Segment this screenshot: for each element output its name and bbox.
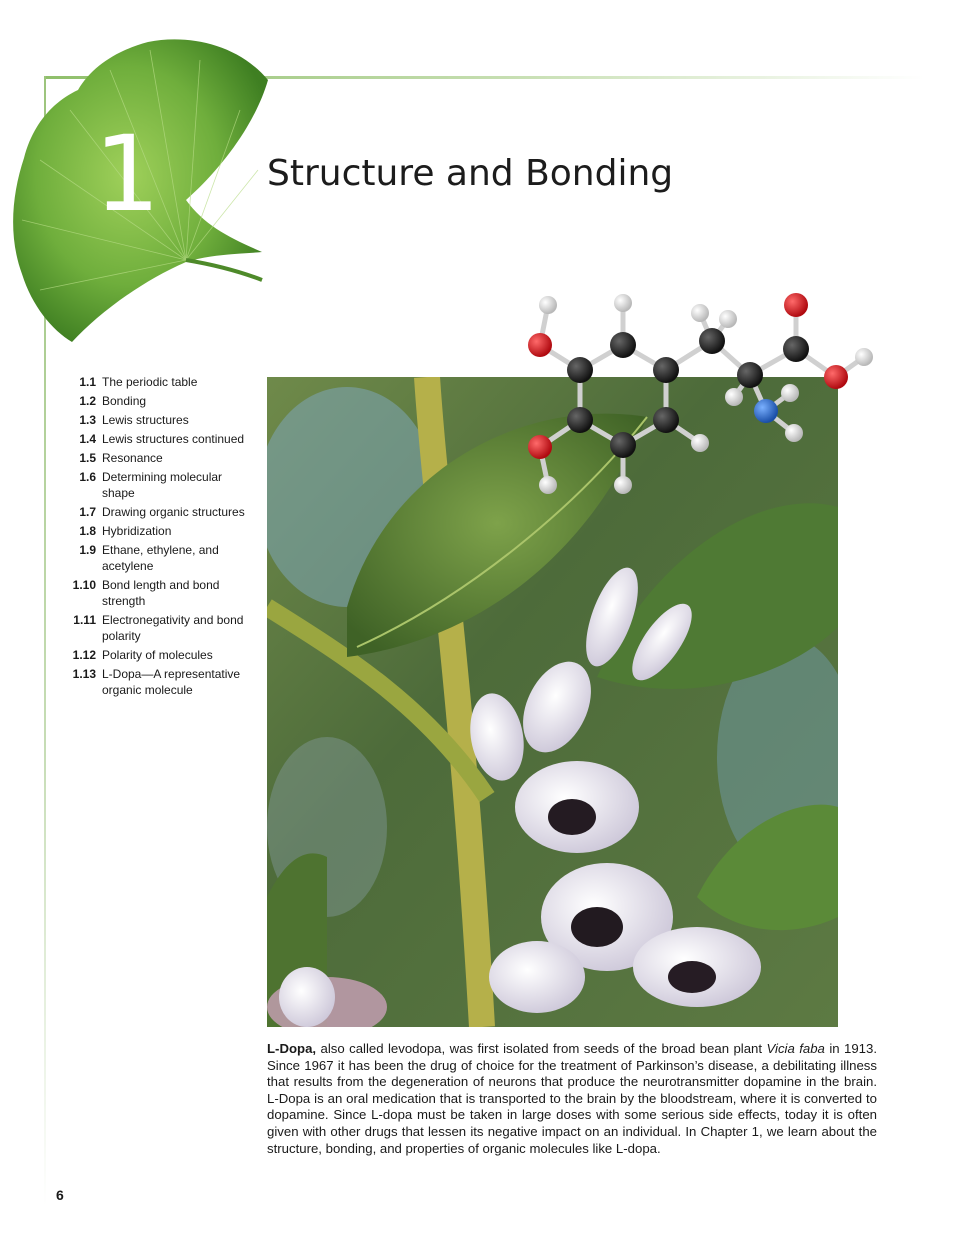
outline-item-text: Lewis structures: [102, 413, 189, 427]
outline-item: [62, 542, 262, 574]
outline-item-text: Hybridization: [102, 524, 172, 538]
outline-item-text: Ethane, ethylene, and acetylene: [102, 543, 219, 573]
outline-item-number: 1.3: [79, 413, 96, 427]
outline-item-number: 1.4: [79, 432, 96, 446]
outline-item: [62, 504, 262, 520]
outline-item-number: 1.12: [72, 648, 96, 662]
outline-item-text: L-Dopa—A representative organic molecule: [102, 667, 241, 697]
caption-text: also called levodopa, was first isolated from seeds of the broad bean plant: [316, 1041, 767, 1056]
caption-text-continued: in 1913. Since 1967 it has been the drug of choice for the treatment of Parkinson’s disease, a debilitating illness that results from the degeneration of neurons that produce the neurotransmitter dopamine in the brain. L-Dopa is an oral medication that is transported to the brain by the bloodstream, where it is converted to dopamine. Since L-dopa must be taken in large doses with some serious side effects, today it is often given with other drugs that lessen its negative impact on an individual. In Chapter 1, we learn about the structure, bonding, and properties of organic molecules like L-dopa.: [267, 1041, 878, 1156]
l-dopa-molecule-model: [500, 285, 890, 500]
outline-item: [62, 450, 262, 466]
outline-item-number: 1.8: [79, 524, 96, 538]
outline-item-number: 1.5: [79, 451, 96, 465]
chapter-number: 1: [94, 113, 161, 235]
outline-item-number: 1.9: [79, 543, 96, 557]
outline-item: [62, 577, 262, 609]
chapter-outline: [62, 374, 262, 701]
outline-item: [62, 612, 262, 644]
outline-item-text: Determining molecular shape: [102, 470, 223, 500]
outline-item-number: 1.11: [73, 613, 96, 627]
figure-caption: [267, 1041, 877, 1157]
outline-item: [62, 393, 262, 409]
outline-item-text: Electronegativity and bond polarity: [102, 613, 244, 643]
caption-lead: L-Dopa,: [267, 1041, 317, 1056]
outline-item: [62, 431, 262, 447]
outline-item-number: 1.2: [79, 394, 96, 408]
outline-item: [62, 469, 262, 501]
outline-item-number: 1.1: [79, 375, 96, 389]
chapter-title: Structure and Bonding: [267, 153, 674, 194]
outline-item-text: Resonance: [102, 451, 163, 465]
outline-item-text: Lewis structures continued: [102, 432, 245, 446]
outline-item: [62, 412, 262, 428]
outline-item: [62, 666, 262, 698]
page-number: 6: [56, 1187, 64, 1203]
outline-item-text: Bond length and bond strength: [102, 578, 220, 608]
outline-item-text: Bonding: [102, 394, 147, 408]
outline-item-text: Drawing organic structures: [102, 505, 245, 519]
outline-item-number: 1.13: [72, 667, 96, 681]
outline-item: [62, 647, 262, 663]
outline-item-text: The periodic table: [102, 375, 198, 389]
outline-item-number: 1.6: [79, 470, 96, 484]
outline-item-text: Polarity of molecules: [102, 648, 213, 662]
outline-item: [62, 374, 262, 390]
outline-item: [62, 523, 262, 539]
outline-item-number: 1.10: [72, 578, 96, 592]
caption-species-name: Vicia faba: [766, 1041, 825, 1056]
outline-item-number: 1.7: [79, 505, 96, 519]
